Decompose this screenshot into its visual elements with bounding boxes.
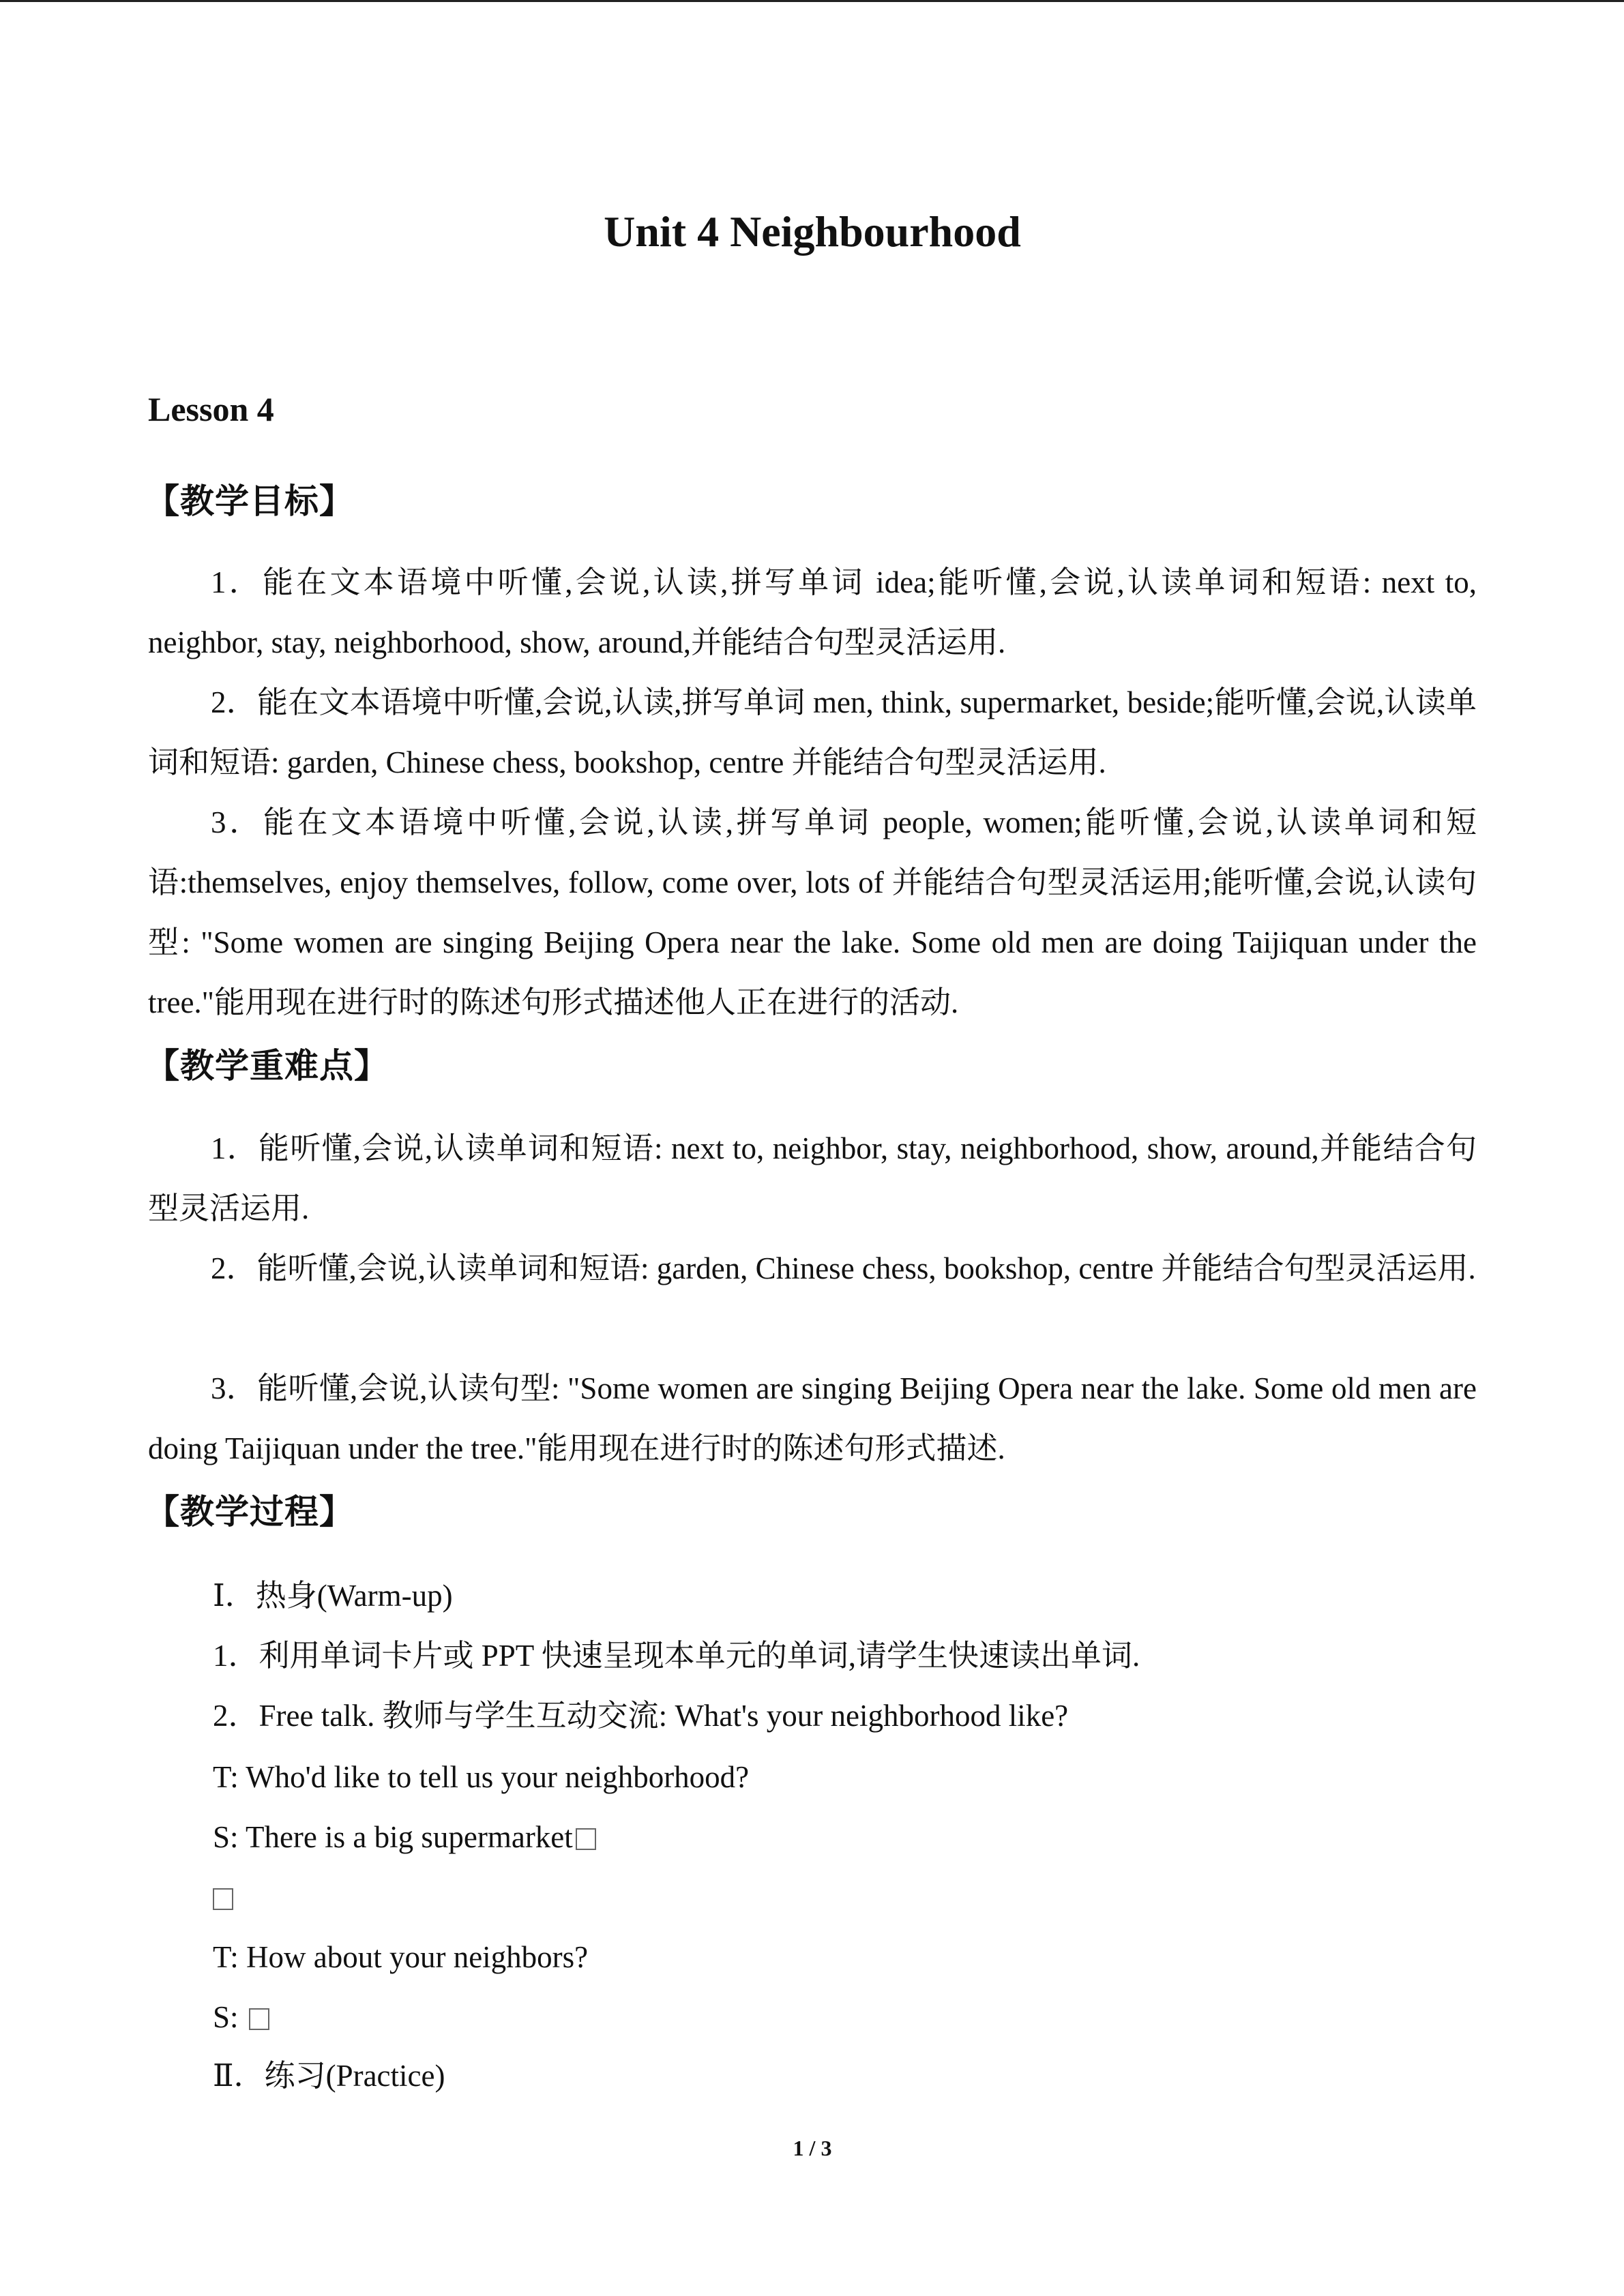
objective-item-1: 1．能在文本语境中听懂,会说,认读,拼写单词 idea;能听懂,会说,认读单词和短语: next to, neighbor, stay, neighborhood, show, around,并能结合句型灵活运用. (148, 565, 1477, 659)
lesson-heading: Lesson 4 (148, 390, 274, 428)
process-heading: 【教学过程】 (145, 1493, 354, 1531)
warmup-title: Ⅰ．热身(Warm-up) (213, 1579, 453, 1613)
key-point-item-2: 2．能听懂,会说,认读单词和短语: garden, Chinese chess, bookshop, centre 并能结合句型灵活运用. (211, 1251, 1476, 1285)
top-border-line (0, 0, 1624, 2)
missing-glyph-box-icon (249, 2008, 269, 2030)
missing-glyph-box-icon (213, 1888, 233, 1910)
dialogue-teacher-2: T: How about your neighbors? (213, 1940, 589, 1974)
dialogue-student-1-text: S: There is a big supermarket (213, 1820, 573, 1854)
objective-item-3: 3．能在文本语境中听懂,会说,认读,拼写单词 people, women;能听懂,会说,认读单词和短语:themselves, enjoy themselves, follow, come over, lots of 并能结合句型灵活运用;能听懂,会说,认读句型: "Some women are singing Beijing Opera near the lake. Some old men are doing Taijiquan under the tree."能用现在进行时的陈述句形式描述他人正在进行的活动. (148, 805, 1477, 1019)
practice-title: Ⅱ．练习(Practice) (213, 2059, 445, 2093)
warmup-step-1: 1．利用单词卡片或 PPT 快速呈现本单元的单词,请学生快速读出单词. (213, 1639, 1140, 1673)
document-title: Unit 4 Neighbourhood (604, 207, 1021, 256)
dialogue-student-1 (213, 1817, 596, 1858)
objective-item-2: 2．能在文本语境中听懂,会说,认读,拼写单词 men, think, supermarket, beside;能听懂,会说,认读单词和短语: garden, Chinese chess, bookshop, centre 并能结合句型灵活运用. (148, 685, 1477, 779)
objectives-heading: 【教学目标】 (145, 482, 354, 520)
blank-line (213, 1877, 233, 1918)
key-point-item-3: 3．能听懂,会说,认读句型: "Some women are singing Beijing Opera near the lake. Some old men are doing Taijiquan under the tree."能用现在进行时的陈述句形式描述. (148, 1371, 1477, 1465)
key-points-heading: 【教学重难点】 (145, 1047, 389, 1085)
warmup-step-2: 2．Free talk. 教师与学生互动交流: What's your neighborhood like? (213, 1699, 1069, 1733)
dialogue-student-2 (213, 1997, 269, 2038)
key-point-item-1: 1．能听懂,会说,认读单词和短语: next to, neighbor, stay, neighborhood, show, around,并能结合句型灵活运用. (148, 1131, 1477, 1225)
page-number: 1 / 3 (793, 2136, 832, 2160)
dialogue-student-2-text: S: (213, 2000, 246, 2034)
dialogue-teacher-1: T: Who'd like to tell us your neighborhood? (213, 1760, 750, 1794)
missing-glyph-box-icon (576, 1828, 596, 1850)
